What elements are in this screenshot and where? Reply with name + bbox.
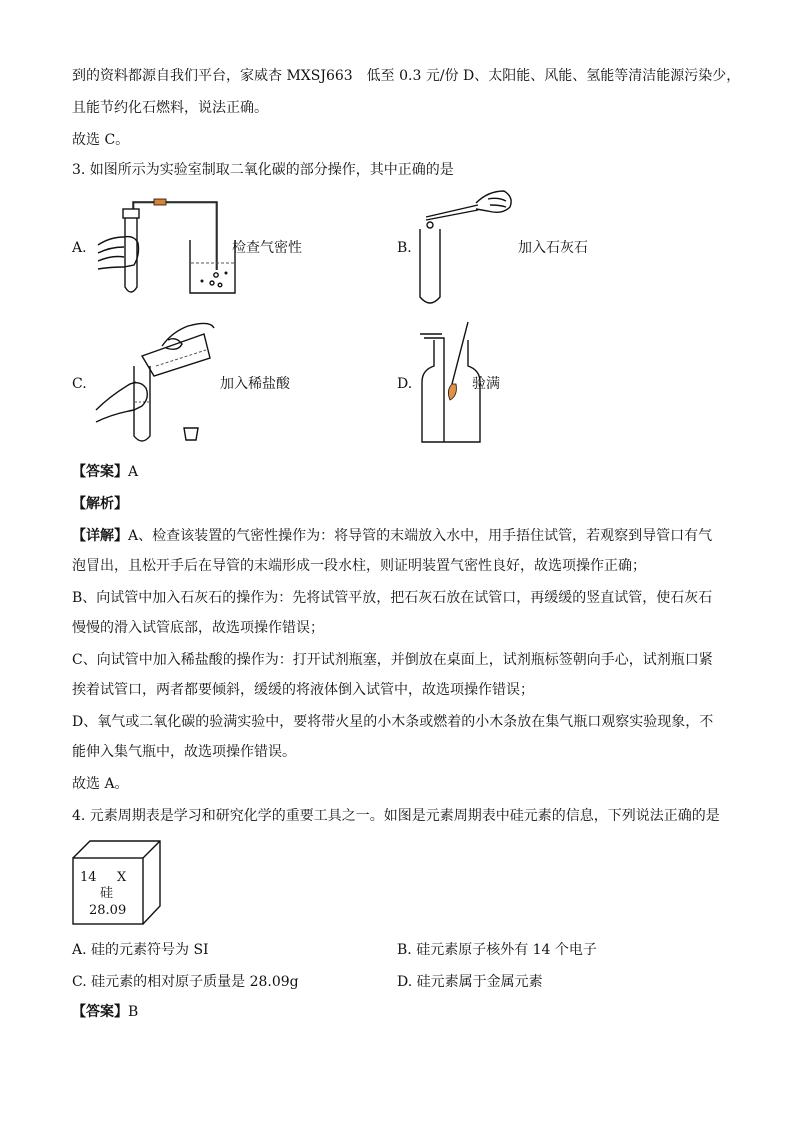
q4-option-a: A. 硅的元素符号为 SI — [72, 942, 209, 958]
q3-detail-3b: 挨着试管口，两者都要倾斜，缓缓的将液体倒入试管中，故选项操作错误； — [72, 682, 534, 698]
detail-tag: 【详解】 — [72, 528, 128, 544]
q3-detail-1a — [72, 526, 712, 546]
q3-conclusion: 故选 A。 — [72, 776, 129, 792]
intro-line-1: 到的资料都源自我们平台，家威杏 MXSJ663 低至 0.3 元/份 D、太阳能、风能、氢能等清洁能源污染少， — [72, 68, 741, 84]
q3-detail-4b: 能伸入集气瓶中，故选项操作错误。 — [72, 744, 296, 760]
answer-value: B — [128, 1004, 139, 1020]
answer-value: A — [128, 464, 139, 480]
answer-tag: 【答案】 — [72, 464, 128, 480]
q3-option-b-text: 加入石灰石 — [518, 240, 588, 256]
q3-detail-2b: 慢慢的滑入试管底部，故选项操作错误； — [72, 620, 324, 636]
q3-detail-3a: C、向试管中加入稀盐酸的操作为：打开试剂瓶塞，并倒放在桌面上，试剂瓶标签朝向手心，试剂瓶口紧 — [72, 652, 713, 668]
airtightness-check-apparatus-icon — [90, 195, 240, 305]
pouring-acid-icon — [92, 318, 222, 448]
element-number: 14 — [80, 870, 97, 885]
q4-answer — [72, 1002, 138, 1022]
q3-option-a-text: 检查气密性 — [232, 240, 302, 256]
q3-option-a-letter: A. — [72, 240, 87, 256]
element-symbol: X — [117, 870, 127, 885]
q3-option-b-letter: B. — [397, 240, 412, 256]
q4-option-b: B. 硅元素原子核外有 14 个电子 — [397, 942, 597, 958]
q3-detail-2a: B、向试管中加入石灰石的操作为：先将试管平放，把石灰石放在试管口，再缓缓的竖直试管，使石灰石 — [72, 590, 713, 606]
q3-option-d-letter: D. — [397, 376, 413, 392]
q4-stem: 4. 元素周期表是学习和研究化学的重要工具之一。如图是元素周期表中硅元素的信息，下列说法正确的是 — [72, 808, 720, 824]
q3-option-c-text: 加入稀盐酸 — [220, 376, 290, 392]
q4-option-c: C. 硅元素的相对原子质量是 28.09g — [72, 974, 299, 990]
q3-stem: 3. 如图所示为实验室制取二氧化碳的部分操作，其中正确的是 — [72, 162, 454, 178]
q3-option-c-letter: C. — [72, 376, 87, 392]
element-name: 硅 — [100, 886, 114, 901]
q3-option-d-text: 验满 — [472, 376, 500, 392]
answer-tag: 【答案】 — [72, 1004, 128, 1020]
element-mass: 28.09 — [89, 903, 127, 918]
q3-analysis-tag: 【解析】 — [72, 496, 128, 512]
intro-line-2: 且能节约化石燃料，说法正确。 — [72, 100, 268, 116]
detail-text: A、检查该装置的气密性操作为：将导管的末端放入水中，用手捂住试管，若观察到导管口有气 — [128, 528, 713, 544]
q3-detail-4a: D、氧气或二氧化碳的验满实验中，要将带火星的小木条或燃着的小木条放在集气瓶口观察实验现象，不 — [72, 714, 714, 730]
q4-option-d: D. 硅元素属于金属元素 — [397, 974, 543, 990]
q3-answer — [72, 462, 138, 482]
q3-detail-1b: 泡冒出，且松开手后在导管的末端形成一段水柱，则证明装置气密性良好，故选项操作正确； — [72, 558, 646, 574]
tweezers-adding-limestone-icon — [418, 185, 518, 305]
intro-conclusion: 故选 C。 — [72, 132, 130, 148]
